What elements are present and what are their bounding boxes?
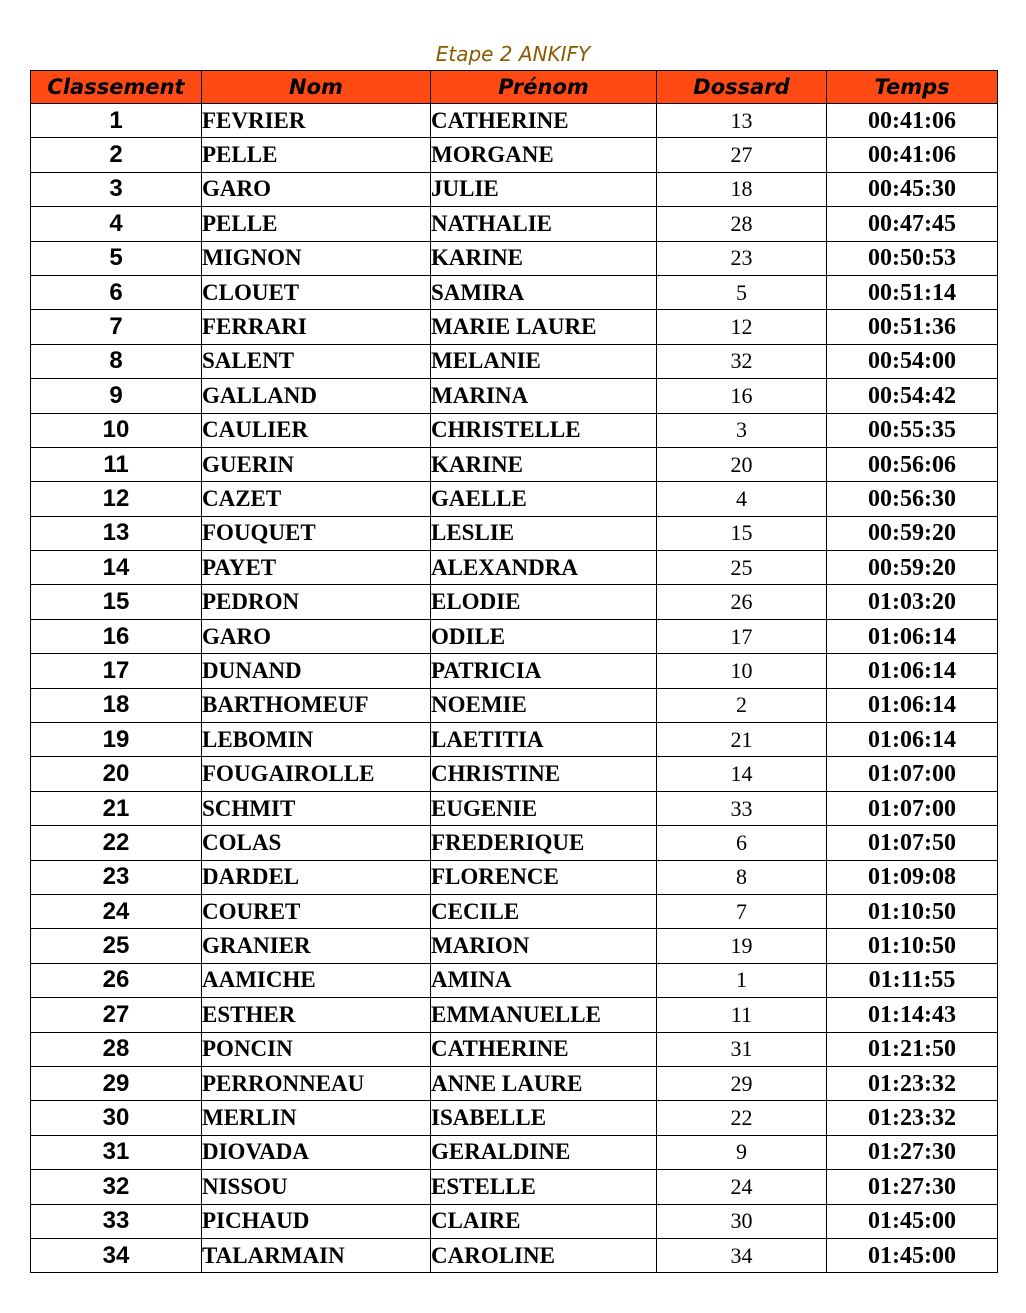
table-header [31, 71, 998, 104]
table-row [31, 413, 998, 447]
table-row [31, 1032, 998, 1066]
table-row [31, 1101, 998, 1135]
temps-cell: 01:21:50 [827, 1032, 998, 1066]
table-row [31, 894, 998, 928]
dossard-cell: 9 [657, 1135, 827, 1169]
rank-cell: 34 [31, 1238, 202, 1272]
temps-cell: 01:06:14 [827, 723, 998, 757]
table-row [31, 172, 998, 206]
rank-cell: 20 [31, 757, 202, 791]
dossard-cell: 17 [657, 619, 827, 653]
nom-cell: LEBOMIN [202, 723, 431, 757]
nom-cell: COURET [202, 894, 431, 928]
prenom-cell: EMMANUELLE [431, 998, 657, 1032]
dossard-cell: 5 [657, 275, 827, 309]
header-nom: Nom [202, 71, 431, 104]
dossard-cell: 21 [657, 723, 827, 757]
table-row [31, 654, 998, 688]
table-row [31, 1238, 998, 1272]
nom-cell: CAULIER [202, 413, 431, 447]
temps-cell: 00:55:35 [827, 413, 998, 447]
header-classement: Classement [31, 71, 202, 104]
dossard-cell: 11 [657, 998, 827, 1032]
rank-cell: 12 [31, 482, 202, 516]
nom-cell: PELLE [202, 207, 431, 241]
temps-cell: 01:14:43 [827, 998, 998, 1032]
dossard-cell: 12 [657, 310, 827, 344]
rank-cell: 25 [31, 929, 202, 963]
dossard-cell: 4 [657, 482, 827, 516]
rank-cell: 21 [31, 791, 202, 825]
table-row [31, 688, 998, 722]
table-row [31, 998, 998, 1032]
temps-cell: 01:23:32 [827, 1101, 998, 1135]
rank-cell: 5 [31, 241, 202, 275]
table-row [31, 447, 998, 481]
prenom-cell: AMINA [431, 963, 657, 997]
dossard-cell: 27 [657, 138, 827, 172]
dossard-cell: 29 [657, 1066, 827, 1100]
nom-cell: GARO [202, 172, 431, 206]
rank-cell: 19 [31, 723, 202, 757]
table-row [31, 379, 998, 413]
temps-cell: 00:56:06 [827, 447, 998, 481]
rank-cell: 18 [31, 688, 202, 722]
header-dossard: Dossard [657, 71, 827, 104]
temps-cell: 01:27:30 [827, 1135, 998, 1169]
prenom-cell: FREDERIQUE [431, 826, 657, 860]
table-row [31, 551, 998, 585]
prenom-cell: EUGENIE [431, 791, 657, 825]
header-prenom: Prénom [431, 71, 657, 104]
rank-cell: 1 [31, 104, 202, 138]
dossard-cell: 2 [657, 688, 827, 722]
table-row [31, 757, 998, 791]
dossard-cell: 8 [657, 860, 827, 894]
temps-cell: 00:47:45 [827, 207, 998, 241]
temps-cell: 01:07:50 [827, 826, 998, 860]
table-row [31, 207, 998, 241]
table-row [31, 929, 998, 963]
prenom-cell: LAETITIA [431, 723, 657, 757]
nom-cell: PICHAUD [202, 1204, 431, 1238]
nom-cell: GALLAND [202, 379, 431, 413]
header-row [31, 71, 998, 104]
prenom-cell: NOEMIE [431, 688, 657, 722]
nom-cell: FOUGAIROLLE [202, 757, 431, 791]
prenom-cell: KARINE [431, 241, 657, 275]
table-row [31, 723, 998, 757]
temps-cell: 00:51:36 [827, 310, 998, 344]
table-row [31, 963, 998, 997]
nom-cell: CAZET [202, 482, 431, 516]
rank-cell: 7 [31, 310, 202, 344]
dossard-cell: 24 [657, 1170, 827, 1204]
prenom-cell: LESLIE [431, 516, 657, 550]
temps-cell: 00:41:06 [827, 138, 998, 172]
nom-cell: PONCIN [202, 1032, 431, 1066]
rank-cell: 24 [31, 894, 202, 928]
temps-cell: 01:09:08 [827, 860, 998, 894]
nom-cell: FEVRIER [202, 104, 431, 138]
prenom-cell: FLORENCE [431, 860, 657, 894]
rank-cell: 6 [31, 275, 202, 309]
dossard-cell: 23 [657, 241, 827, 275]
prenom-cell: CLAIRE [431, 1204, 657, 1238]
dossard-cell: 30 [657, 1204, 827, 1238]
table-row [31, 275, 998, 309]
rank-cell: 26 [31, 963, 202, 997]
dossard-cell: 31 [657, 1032, 827, 1066]
rank-cell: 28 [31, 1032, 202, 1066]
dossard-cell: 32 [657, 344, 827, 378]
table-row [31, 1066, 998, 1100]
nom-cell: DUNAND [202, 654, 431, 688]
nom-cell: PAYET [202, 551, 431, 585]
table-row [31, 482, 998, 516]
temps-cell: 01:45:00 [827, 1238, 998, 1272]
temps-cell: 01:10:50 [827, 894, 998, 928]
nom-cell: PERRONNEAU [202, 1066, 431, 1100]
nom-cell: SCHMIT [202, 791, 431, 825]
temps-cell: 01:06:14 [827, 619, 998, 653]
prenom-cell: CHRISTELLE [431, 413, 657, 447]
prenom-cell: MARION [431, 929, 657, 963]
nom-cell: PELLE [202, 138, 431, 172]
table-row [31, 1204, 998, 1238]
dossard-cell: 10 [657, 654, 827, 688]
temps-cell: 01:07:00 [827, 757, 998, 791]
page-title: Etape 2 ANKIFY [435, 42, 591, 66]
rank-cell: 9 [31, 379, 202, 413]
prenom-cell: ELODIE [431, 585, 657, 619]
nom-cell: TALARMAIN [202, 1238, 431, 1272]
table-row [31, 104, 998, 138]
table-row [31, 241, 998, 275]
temps-cell: 01:11:55 [827, 963, 998, 997]
table-row [31, 1135, 998, 1169]
rank-cell: 4 [31, 207, 202, 241]
nom-cell: GRANIER [202, 929, 431, 963]
dossard-cell: 3 [657, 413, 827, 447]
rank-cell: 32 [31, 1170, 202, 1204]
dossard-cell: 20 [657, 447, 827, 481]
prenom-cell: ANNE LAURE [431, 1066, 657, 1100]
prenom-cell: ESTELLE [431, 1170, 657, 1204]
table-row [31, 138, 998, 172]
prenom-cell: MARIE LAURE [431, 310, 657, 344]
nom-cell: CLOUET [202, 275, 431, 309]
rank-cell: 16 [31, 619, 202, 653]
nom-cell: PEDRON [202, 585, 431, 619]
nom-cell: BARTHOMEUF [202, 688, 431, 722]
table-body [31, 104, 998, 1273]
results-table [30, 70, 998, 1273]
rank-cell: 15 [31, 585, 202, 619]
prenom-cell: CATHERINE [431, 104, 657, 138]
dossard-cell: 18 [657, 172, 827, 206]
prenom-cell: ODILE [431, 619, 657, 653]
nom-cell: ESTHER [202, 998, 431, 1032]
rank-cell: 31 [31, 1135, 202, 1169]
prenom-cell: ALEXANDRA [431, 551, 657, 585]
rank-cell: 10 [31, 413, 202, 447]
nom-cell: SALENT [202, 344, 431, 378]
table-row [31, 619, 998, 653]
prenom-cell: GERALDINE [431, 1135, 657, 1169]
temps-cell: 00:54:42 [827, 379, 998, 413]
dossard-cell: 26 [657, 585, 827, 619]
temps-cell: 01:45:00 [827, 1204, 998, 1238]
dossard-cell: 33 [657, 791, 827, 825]
prenom-cell: CECILE [431, 894, 657, 928]
rank-cell: 33 [31, 1204, 202, 1238]
rank-cell: 23 [31, 860, 202, 894]
rank-cell: 30 [31, 1101, 202, 1135]
nom-cell: MERLIN [202, 1101, 431, 1135]
prenom-cell: MARINA [431, 379, 657, 413]
temps-cell: 01:10:50 [827, 929, 998, 963]
prenom-cell: MELANIE [431, 344, 657, 378]
dossard-cell: 16 [657, 379, 827, 413]
nom-cell: GARO [202, 619, 431, 653]
temps-cell: 01:23:32 [827, 1066, 998, 1100]
temps-cell: 01:06:14 [827, 654, 998, 688]
temps-cell: 00:54:00 [827, 344, 998, 378]
temps-cell: 00:41:06 [827, 104, 998, 138]
dossard-cell: 14 [657, 757, 827, 791]
prenom-cell: CATHERINE [431, 1032, 657, 1066]
dossard-cell: 19 [657, 929, 827, 963]
rank-cell: 29 [31, 1066, 202, 1100]
temps-cell: 01:06:14 [827, 688, 998, 722]
nom-cell: DIOVADA [202, 1135, 431, 1169]
dossard-cell: 7 [657, 894, 827, 928]
temps-cell: 01:07:00 [827, 791, 998, 825]
prenom-cell: NATHALIE [431, 207, 657, 241]
table-row [31, 310, 998, 344]
temps-cell: 00:51:14 [827, 275, 998, 309]
rank-cell: 11 [31, 447, 202, 481]
prenom-cell: SAMIRA [431, 275, 657, 309]
rank-cell: 8 [31, 344, 202, 378]
rank-cell: 27 [31, 998, 202, 1032]
rank-cell: 22 [31, 826, 202, 860]
nom-cell: DARDEL [202, 860, 431, 894]
table-row [31, 860, 998, 894]
dossard-cell: 28 [657, 207, 827, 241]
prenom-cell: JULIE [431, 172, 657, 206]
nom-cell: AAMICHE [202, 963, 431, 997]
dossard-cell: 22 [657, 1101, 827, 1135]
prenom-cell: ISABELLE [431, 1101, 657, 1135]
prenom-cell: CAROLINE [431, 1238, 657, 1272]
rank-cell: 3 [31, 172, 202, 206]
table-row [31, 585, 998, 619]
temps-cell: 01:27:30 [827, 1170, 998, 1204]
prenom-cell: GAELLE [431, 482, 657, 516]
table-row [31, 516, 998, 550]
nom-cell: FERRARI [202, 310, 431, 344]
temps-cell: 00:45:30 [827, 172, 998, 206]
table-row [31, 826, 998, 860]
temps-cell: 00:50:53 [827, 241, 998, 275]
dossard-cell: 6 [657, 826, 827, 860]
temps-cell: 00:59:20 [827, 551, 998, 585]
rank-cell: 13 [31, 516, 202, 550]
temps-cell: 01:03:20 [827, 585, 998, 619]
nom-cell: GUERIN [202, 447, 431, 481]
dossard-cell: 15 [657, 516, 827, 550]
table-row [31, 791, 998, 825]
nom-cell: MIGNON [202, 241, 431, 275]
prenom-cell: MORGANE [431, 138, 657, 172]
prenom-cell: PATRICIA [431, 654, 657, 688]
nom-cell: COLAS [202, 826, 431, 860]
nom-cell: FOUQUET [202, 516, 431, 550]
dossard-cell: 1 [657, 963, 827, 997]
rank-cell: 14 [31, 551, 202, 585]
dossard-cell: 13 [657, 104, 827, 138]
temps-cell: 00:56:30 [827, 482, 998, 516]
table-row [31, 344, 998, 378]
prenom-cell: KARINE [431, 447, 657, 481]
dossard-cell: 34 [657, 1238, 827, 1272]
header-temps: Temps [827, 71, 998, 104]
rank-cell: 2 [31, 138, 202, 172]
prenom-cell: CHRISTINE [431, 757, 657, 791]
temps-cell: 00:59:20 [827, 516, 998, 550]
rank-cell: 17 [31, 654, 202, 688]
nom-cell: NISSOU [202, 1170, 431, 1204]
table-row [31, 1170, 998, 1204]
dossard-cell: 25 [657, 551, 827, 585]
